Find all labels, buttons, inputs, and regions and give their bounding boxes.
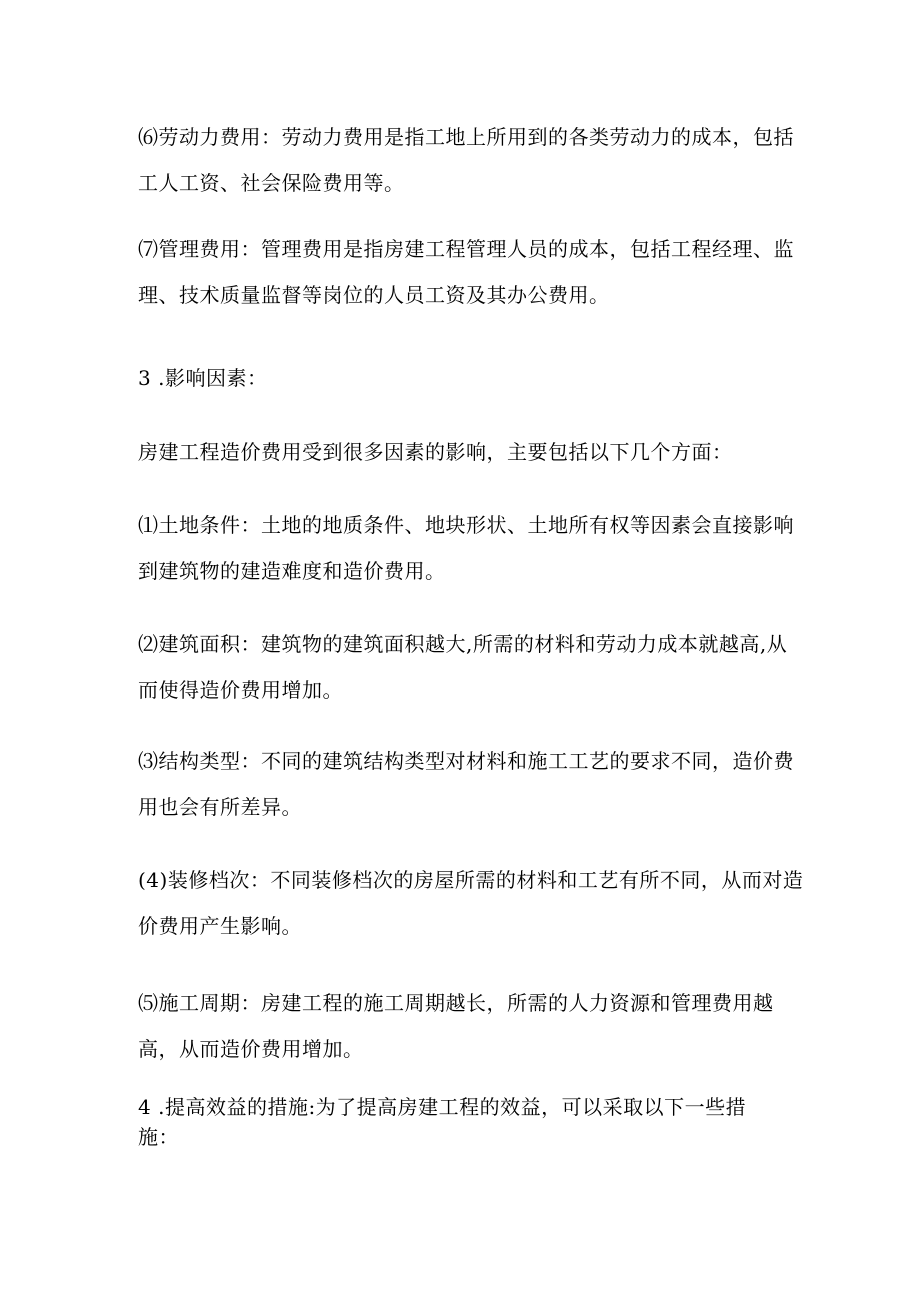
- paragraph-line: ⑵建筑面积：建筑物的建筑面积越大,所需的材料和劳动力成本就越高,从: [138, 632, 788, 656]
- paragraph-labor-cost: [138, 114, 798, 206]
- paragraph-line: 房建工程造价费用受到很多因素的影响，主要包括以下几个方面：: [138, 440, 733, 464]
- heading-text: 4 .提高效益的措施:为了提高房建工程的效益，可以采取以下一些措: [138, 1095, 747, 1119]
- paragraph-line: 用也会有所差异。: [138, 795, 302, 819]
- paragraph-line: ⑶结构类型：不同的建筑结构类型对材料和施工工艺的要求不同，造价费: [138, 749, 794, 773]
- paragraph-line: ⑺管理费用：管理费用是指房建工程管理人员的成本，包括工程经理、监: [138, 237, 794, 261]
- heading-text: 施：: [138, 1125, 179, 1149]
- paragraph-building-area: [138, 621, 798, 713]
- paragraph-line: 理、技术质量监督等岗位的人员工资及其办公费用。: [138, 283, 610, 307]
- paragraph-line: ⑹劳动力费用：劳动力费用是指工地上所用到的各类劳动力的成本，包括: [138, 125, 794, 149]
- paragraph-line: 到建筑物的建造难度和造价费用。: [138, 559, 446, 583]
- paragraph-line: 而使得造价费用增加。: [138, 678, 343, 702]
- section-3-intro: [138, 429, 798, 475]
- paragraph-line: 价费用产生影响。: [138, 914, 302, 938]
- paragraph-line: ⑸施工周期：房建工程的施工周期越长，所需的人力资源和管理费用越: [138, 991, 774, 1015]
- section-3-heading: [138, 355, 798, 401]
- paragraph-line: ⑴土地条件：土地的地质条件、地块形状、土地所有权等因素会直接影响: [138, 513, 794, 537]
- paragraph-structure-type: [138, 738, 798, 830]
- paragraph-management-cost: [138, 226, 798, 318]
- paragraph-construction-period: [138, 980, 798, 1072]
- paragraph-line: 工人工资、社会保险费用等。: [138, 171, 405, 195]
- paragraph-land-conditions: [138, 502, 798, 594]
- section-4-heading: [138, 1092, 798, 1152]
- paragraph-line: (4)装修档次：不同装修档次的房屋所需的材料和工艺有所不同，从而对造: [138, 868, 804, 892]
- paragraph-line: 高，从而造价费用增加。: [138, 1037, 364, 1061]
- heading-text: 3 .影响因素：: [138, 366, 268, 390]
- paragraph-decoration-grade: [138, 857, 804, 949]
